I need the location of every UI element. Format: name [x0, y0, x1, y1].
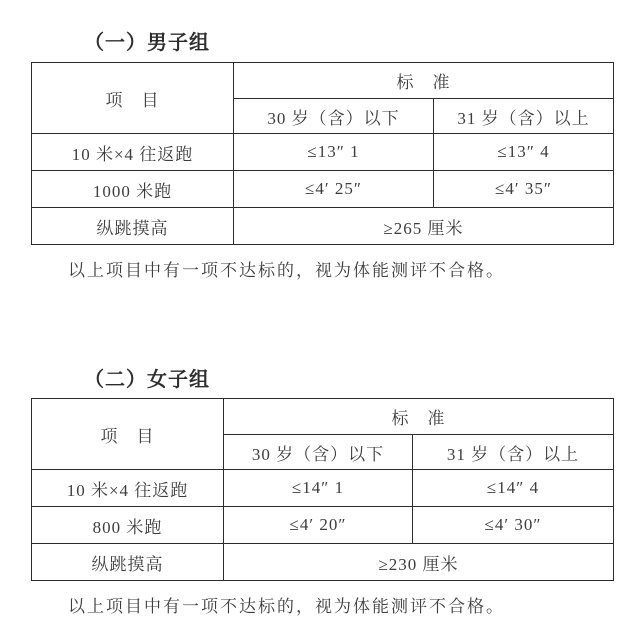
men-shuttle-run-item: 10 米×4 往返跑 — [32, 134, 234, 171]
men-shuttle-run-under30-value: ≤13″ 1 — [234, 134, 434, 171]
women-shuttle-run-under30-value: ≤14″ 1 — [224, 470, 413, 507]
women-distance-run-under30-value: ≤4′ 20″ — [224, 507, 413, 544]
table-row — [32, 134, 614, 171]
women-distance-run-over31-value: ≤4′ 30″ — [413, 507, 614, 544]
men-vertical-jump-item: 纵跳摸高 — [32, 208, 234, 245]
men-standard-header-cell: 标 准 — [234, 63, 614, 99]
table-row — [32, 507, 614, 544]
women-fail-note: 以上项目中有一项不达标的，视为体能测评不合格。 — [68, 597, 505, 616]
women-distance-run-item: 800 米跑 — [32, 507, 224, 544]
table-row — [32, 208, 614, 245]
women-age-column-under30: 30 岁（含）以下 — [224, 435, 413, 470]
men-age-column-over31: 31 岁（含）以上 — [434, 99, 614, 134]
section-women — [0, 368, 619, 617]
table-row — [32, 171, 614, 208]
women-vertical-jump-item: 纵跳摸高 — [32, 544, 224, 581]
women-shuttle-run-over31-value: ≤14″ 4 — [413, 470, 614, 507]
men-shuttle-run-over31-value: ≤13″ 4 — [434, 134, 614, 171]
men-distance-run-over31-value: ≤4′ 35″ — [434, 171, 614, 208]
women-shuttle-run-item: 10 米×4 往返跑 — [32, 470, 224, 507]
men-standards-table — [31, 62, 614, 245]
women-vertical-jump-value: ≥230 厘米 — [224, 544, 614, 581]
women-item-header-cell: 项 目 — [32, 399, 224, 470]
men-item-header-cell: 项 目 — [32, 63, 234, 134]
men-section-heading: （一）男子组 — [84, 32, 210, 54]
men-age-column-under30: 30 岁（含）以下 — [234, 99, 434, 134]
men-fail-note: 以上项目中有一项不达标的，视为体能测评不合格。 — [68, 261, 505, 280]
women-standards-table — [31, 398, 614, 581]
table-row — [32, 544, 614, 581]
women-age-column-over31: 31 岁（含）以上 — [413, 435, 614, 470]
men-vertical-jump-value: ≥265 厘米 — [234, 208, 614, 245]
table-row — [32, 470, 614, 507]
men-distance-run-under30-value: ≤4′ 25″ — [234, 171, 434, 208]
section-men — [0, 31, 619, 281]
men-distance-run-item: 1000 米跑 — [32, 171, 234, 208]
women-section-heading: （二）女子组 — [84, 369, 210, 391]
women-standard-header-cell: 标 准 — [224, 399, 614, 435]
